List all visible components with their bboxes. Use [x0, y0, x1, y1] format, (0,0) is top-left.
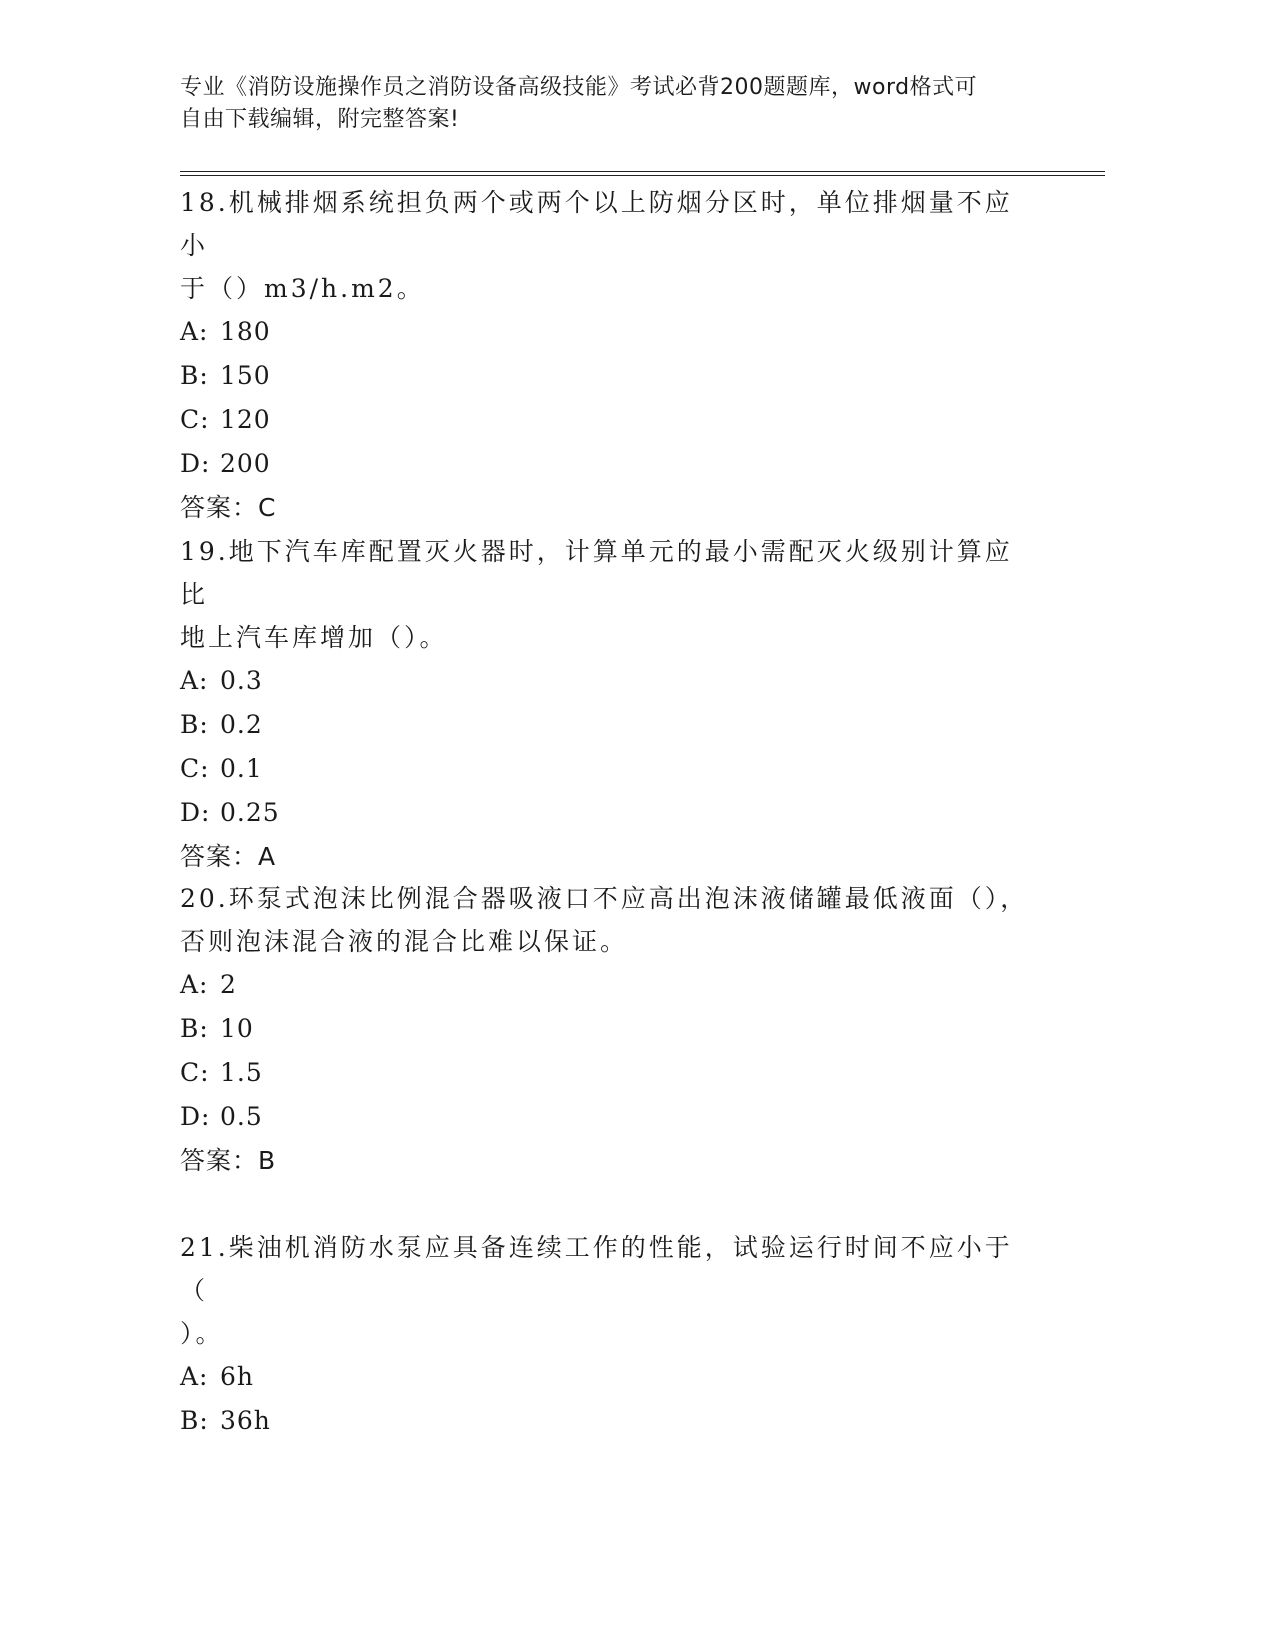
question-stem [180, 877, 1040, 963]
option-text: 0.25 [220, 798, 280, 827]
header-line-1: 专业《消防设施操作员之消防设备高级技能》考试必背200题题库，word格式可 [180, 75, 978, 100]
question-stem [180, 530, 1040, 659]
question-stem-line: ）。 [180, 1319, 224, 1348]
question-stem-line: 19.地下汽车库配置灭火器时，计算单元的最小需配灭火级别计算应比 [180, 537, 1013, 609]
option-c [180, 747, 1040, 791]
option-text: 0.2 [220, 710, 263, 739]
option-a [180, 1355, 1040, 1399]
option-key: D: [180, 449, 211, 478]
option-key: A: [180, 317, 209, 346]
header-divider-bottom [180, 175, 1105, 176]
question-stem-line: 20.环泵式泡沫比例混合器吸液口不应高出泡沫液储罐最低液面（）， [180, 884, 1029, 913]
option-a [180, 310, 1040, 354]
question-stem [180, 1226, 1040, 1355]
question-19 [180, 530, 1040, 879]
option-b [180, 1007, 1040, 1051]
option-key: B: [180, 1014, 209, 1043]
option-text: 1.5 [220, 1058, 263, 1087]
option-d [180, 442, 1040, 486]
option-key: C: [180, 754, 210, 783]
option-b [180, 1399, 1040, 1443]
option-text: 200 [220, 449, 271, 478]
option-key: A: [180, 1362, 209, 1391]
option-text: 180 [220, 317, 271, 346]
question-stem-line: 于（）m3/h.m2。 [180, 274, 425, 303]
option-d [180, 1095, 1040, 1139]
answer-label: 答案：B [180, 1146, 277, 1175]
option-b [180, 354, 1040, 398]
header-divider-top [180, 171, 1105, 172]
option-key: A: [180, 970, 209, 999]
question-stem [180, 181, 1040, 310]
option-text: 0.3 [220, 666, 263, 695]
question-20 [180, 877, 1040, 1183]
option-key: B: [180, 710, 209, 739]
option-a [180, 963, 1040, 1007]
option-d [180, 791, 1040, 835]
option-text: 2 [220, 970, 237, 999]
option-text: 120 [220, 405, 271, 434]
option-text: 10 [220, 1014, 254, 1043]
question-21 [180, 1226, 1040, 1443]
question-18 [180, 181, 1040, 530]
option-key: C: [180, 405, 210, 434]
option-text: 0.5 [220, 1102, 263, 1131]
option-b [180, 703, 1040, 747]
question-stem-line: 21.柴油机消防水泵应具备连续工作的性能，试验运行时间不应小于（ [180, 1233, 1013, 1305]
document-header [180, 72, 1060, 136]
option-text: 0.1 [220, 754, 263, 783]
answer-label: 答案：C [180, 493, 277, 522]
option-text: 150 [220, 361, 271, 390]
option-text: 6h [220, 1362, 255, 1391]
option-key: C: [180, 1058, 210, 1087]
header-line-2: 自由下载编辑，附完整答案! [180, 107, 460, 132]
option-a [180, 659, 1040, 703]
question-stem-line: 否则泡沫混合液的混合比难以保证。 [180, 927, 629, 956]
option-key: B: [180, 1406, 209, 1435]
option-key: D: [180, 798, 211, 827]
option-c [180, 1051, 1040, 1095]
option-c [180, 398, 1040, 442]
option-key: D: [180, 1102, 211, 1131]
answer-label: 答案：A [180, 842, 277, 871]
question-stem-line: 18.机械排烟系统担负两个或两个以上防烟分区时，单位排烟量不应小 [180, 188, 1013, 260]
option-key: B: [180, 361, 209, 390]
option-key: A: [180, 666, 209, 695]
option-text: 36h [220, 1406, 271, 1435]
question-stem-line: 地上汽车库增加（）。 [180, 623, 448, 652]
